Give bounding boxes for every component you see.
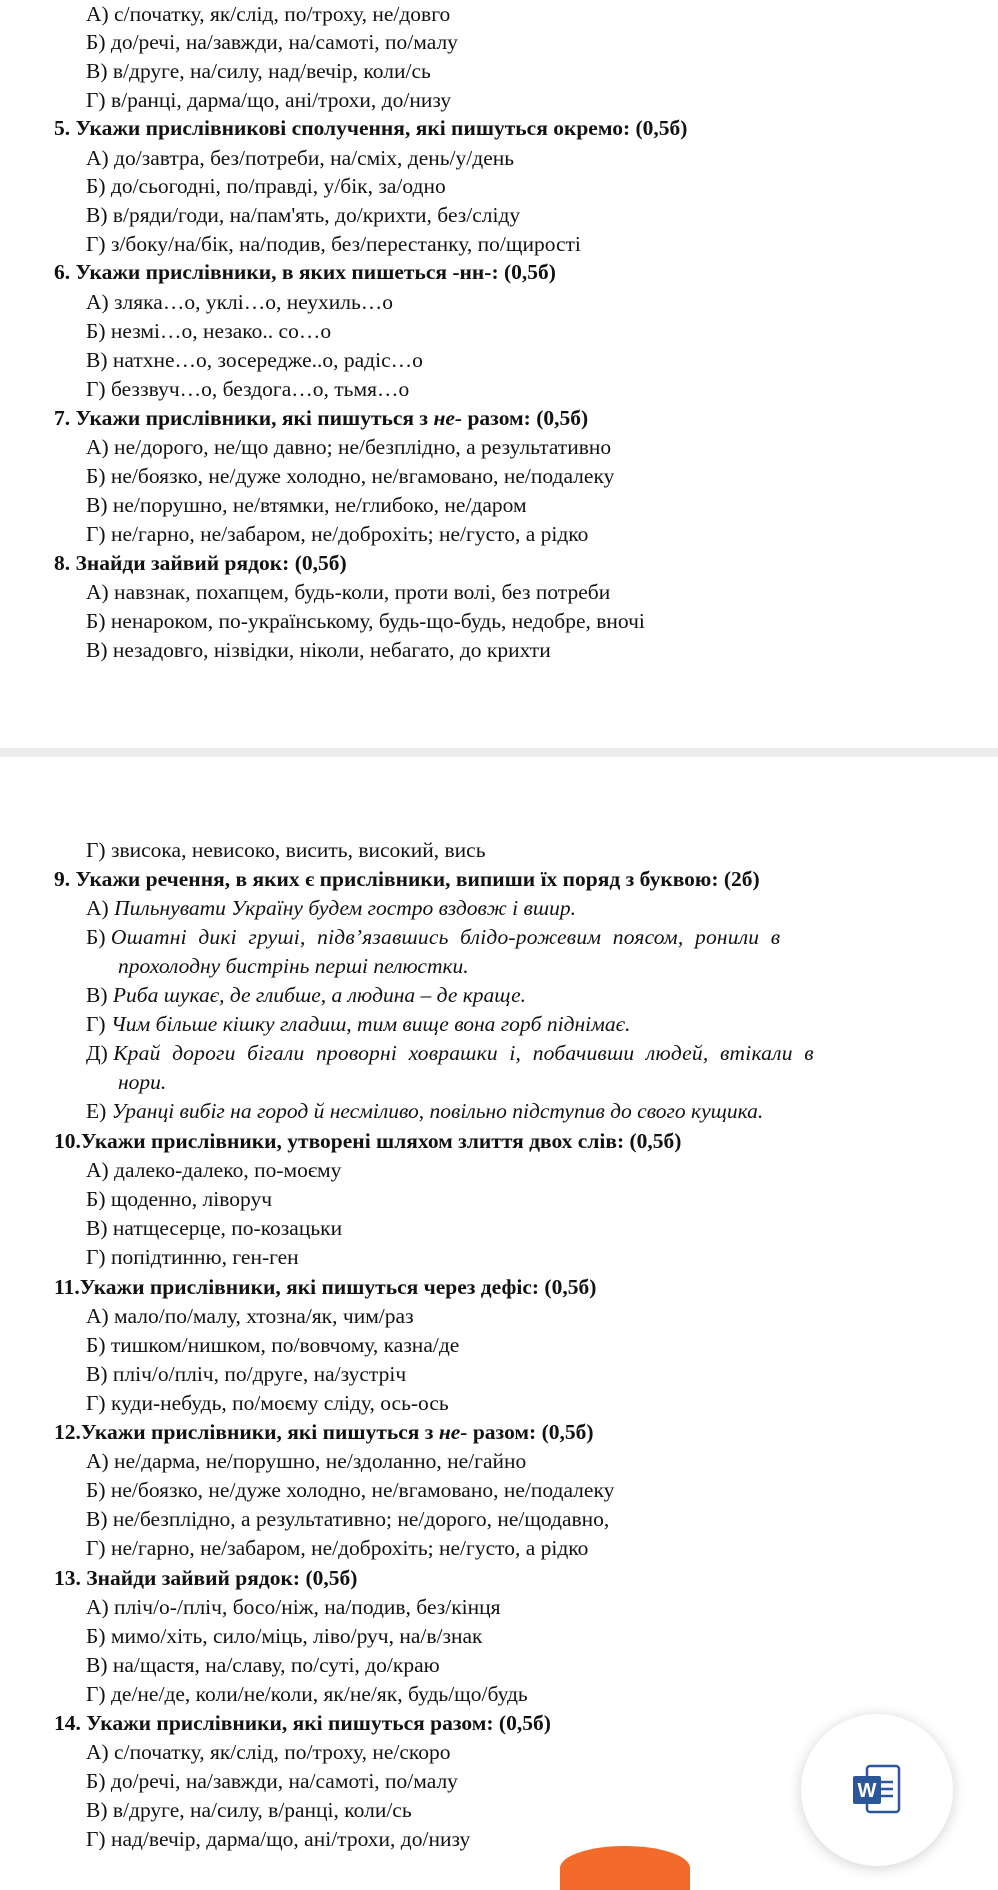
answer-option: Б) щоденно, ліворуч	[86, 1187, 273, 1212]
sentence-text: Край дороги бігали проворні ховрашки і, побачивши людей, втікали в	[113, 1041, 814, 1065]
answer-option: Б) тишком/нишком, по/вовчому, казна/де	[86, 1332, 460, 1357]
option-letter: Д)	[86, 1041, 114, 1065]
answer-option: Б) не/боязко, не/дуже холодно, не/вгамовано, не/подалеку	[86, 1478, 615, 1503]
answer-option: Б) до/речі, на/завжди, на/самоті, по/малу	[86, 1769, 458, 1794]
answer-option: Г) попідтинню, ген-ген	[86, 1245, 299, 1270]
sentence-text: Риба шукає, де глибше, а людина – де краще.	[112, 983, 526, 1007]
answer-option: Г) в/ранці, дарма/що, ані/трохи, до/низу	[86, 88, 452, 112]
answer-option: А) с/початку, як/слід, по/троху, не/довго	[86, 2, 451, 26]
answer-option: А) с/початку, як/слід, по/троху, не/скоро	[86, 1740, 451, 1765]
question-heading: 5. Укажи прислівникові сполучення, які пишуться окремо: (0,5б)	[54, 116, 688, 140]
option-letter: А)	[86, 896, 115, 920]
question-8-option-g: Г) звисока, невисоко, висить, високий, вись	[86, 838, 486, 862]
question-heading	[54, 1418, 594, 1447]
answer-option: А) не/дарма, не/порушно, не/здоланно, не/гайно	[86, 1449, 527, 1474]
sentence-option	[86, 894, 576, 923]
question-heading	[54, 404, 588, 433]
sentence-option	[86, 981, 526, 1010]
question-heading: 8. Знайди зайвий рядок: (0,5б)	[54, 551, 347, 575]
document-page-2	[0, 834, 998, 1870]
sentence-continuation: нори.	[118, 1070, 167, 1094]
answer-option: Б) незмі…о, незако.. со…о	[86, 319, 332, 343]
sentence-continuation: прохолодну бистрінь перші пелюстки.	[118, 954, 469, 978]
answer-option: Г) над/вечір, дарма/що, ані/трохи, до/низу	[86, 1827, 471, 1852]
answer-option: В) не/безплідно, а результативно; не/дорого, не/щодавно,	[86, 1507, 610, 1532]
sentence-option	[86, 1010, 630, 1039]
answer-option: Б) ненароком, по-українському, будь-що-будь, недобре, вночі	[86, 609, 645, 633]
option-letter: В)	[86, 983, 113, 1007]
answer-option: Б) не/боязко, не/дуже холодно, не/вгамовано, не/подалеку	[86, 464, 615, 488]
question-heading: 14. Укажи прислівники, які пишуться разом: (0,5б)	[54, 1711, 551, 1735]
answer-option: В) натщесерце, по-козацьки	[86, 1216, 343, 1241]
heading-text: 7. Укажи прислівники, які пишуться з	[54, 406, 434, 430]
answer-option: А) пліч/о-/пліч, босо/ніж, на/подив, без/кінця	[86, 1594, 501, 1619]
answer-option: Б) до/речі, на/завжди, на/самоті, по/малу	[86, 30, 458, 54]
answer-option: В) на/щастя, на/славу, по/суті, до/краю	[86, 1652, 440, 1677]
answer-option: В) в/друге, на/силу, над/вечір, коли/сь	[86, 59, 431, 83]
answer-option: Г) де/не/де, коли/не/коли, як/не/як, будь/що/будь	[86, 1681, 528, 1706]
word-letter: W	[857, 1780, 877, 1802]
option-letter: Г)	[86, 1012, 111, 1036]
answer-option: Б) мимо/хіть, сило/міць, ліво/руч, на/в/знак	[86, 1623, 483, 1648]
question-heading: 13. Знайди зайвий рядок: (0,5б)	[54, 1565, 358, 1590]
answer-option: Г) куди-небудь, по/моєму сліду, ось-ось	[86, 1390, 449, 1415]
answer-option: В) в/ряди/годи, на/пам'ять, до/крихти, без/сліду	[86, 203, 521, 227]
answer-option: А) зляка…о, уклі…о, неухиль…о	[86, 290, 394, 314]
answer-option: Г) не/гарно, не/забаром, не/доброхіть; не/густо, а рідко	[86, 1536, 589, 1561]
question-heading: 9. Укажи речення, в яких є прислівники, випиши їх поряд з буквою: (2б)	[54, 867, 760, 891]
question-heading: 10.Укажи прислівники, утворені шляхом злиття двох слів: (0,5б)	[54, 1129, 682, 1153]
answer-option: Г) не/гарно, не/забаром, не/доброхіть; не/густо, а рідко	[86, 522, 589, 546]
open-in-word-button[interactable]	[801, 1714, 953, 1866]
orange-scroll-handle[interactable]	[560, 1846, 690, 1890]
answer-option: Г) з/боку/на/бік, на/подив, без/перестанку, по/щирості	[86, 232, 581, 256]
answer-option: А) мало/по/малу, хтозна/як, чим/раз	[86, 1303, 414, 1328]
heading-text: разом: (0,5б)	[467, 1420, 594, 1444]
heading-text: 12.Укажи прислівники, які пишуться з	[54, 1420, 439, 1444]
answer-option: А) до/завтра, без/потреби, на/сміх, день/у/день	[86, 146, 515, 170]
sentence-option	[86, 1097, 763, 1126]
answer-option: А) навзнак, похапцем, будь-коли, проти волі, без потреби	[86, 580, 611, 604]
option-letter: Б)	[86, 925, 111, 949]
answer-option: Б) до/сьогодні, по/правді, у/бік, за/одно	[86, 174, 446, 198]
page-separator	[0, 748, 998, 757]
answer-option: В) пліч/о/пліч, по/друге, на/зустріч	[86, 1361, 407, 1386]
answer-option: А) далеко-далеко, по-моєму	[86, 1158, 342, 1183]
question-heading: 6. Укажи прислівники, в яких пишеться -нн-: (0,5б)	[54, 260, 556, 284]
heading-emphasis: не-	[433, 406, 463, 430]
answer-option: Г) беззвуч…о, бездога…о, тьмя…о	[86, 377, 410, 401]
answer-option: А) не/дорого, не/що давно; не/безплідно, а результативно	[86, 435, 612, 459]
sentence-text: Пильнувати Україну будем гостро вздовж і вшир.	[114, 896, 576, 920]
question-heading: 11.Укажи прислівники, які пишуться через дефіс: (0,5б)	[54, 1274, 597, 1299]
sentence-text: Ошатні дикі груші, підв’язавшись блідо-рожевим поясом, ронили в	[110, 925, 781, 949]
heading-text: разом: (0,5б)	[462, 406, 589, 430]
heading-emphasis: не-	[438, 1420, 468, 1444]
word-app-icon	[849, 1762, 905, 1818]
answer-option: В) натхне…о, зосередже..о, радіс…о	[86, 348, 423, 372]
answer-option: В) не/порушно, не/втямки, не/глибоко, не/даром	[86, 493, 527, 517]
document-page-1	[0, 0, 998, 748]
option-letter: Е)	[86, 1099, 112, 1123]
sentence-text: Уранці вибіг на город й несміливо, повільно підступив до свого кущика.	[111, 1099, 764, 1123]
sentence-option	[86, 1039, 814, 1068]
sentence-text: Чим більше кішку гладиш, тим вище вона горб піднімає.	[110, 1012, 631, 1036]
answer-option: В) в/друге, на/силу, в/ранці, коли/сь	[86, 1798, 412, 1823]
sentence-option	[86, 923, 780, 952]
answer-option: В) незадовго, нізвідки, ніколи, небагато, до крихти	[86, 638, 551, 662]
